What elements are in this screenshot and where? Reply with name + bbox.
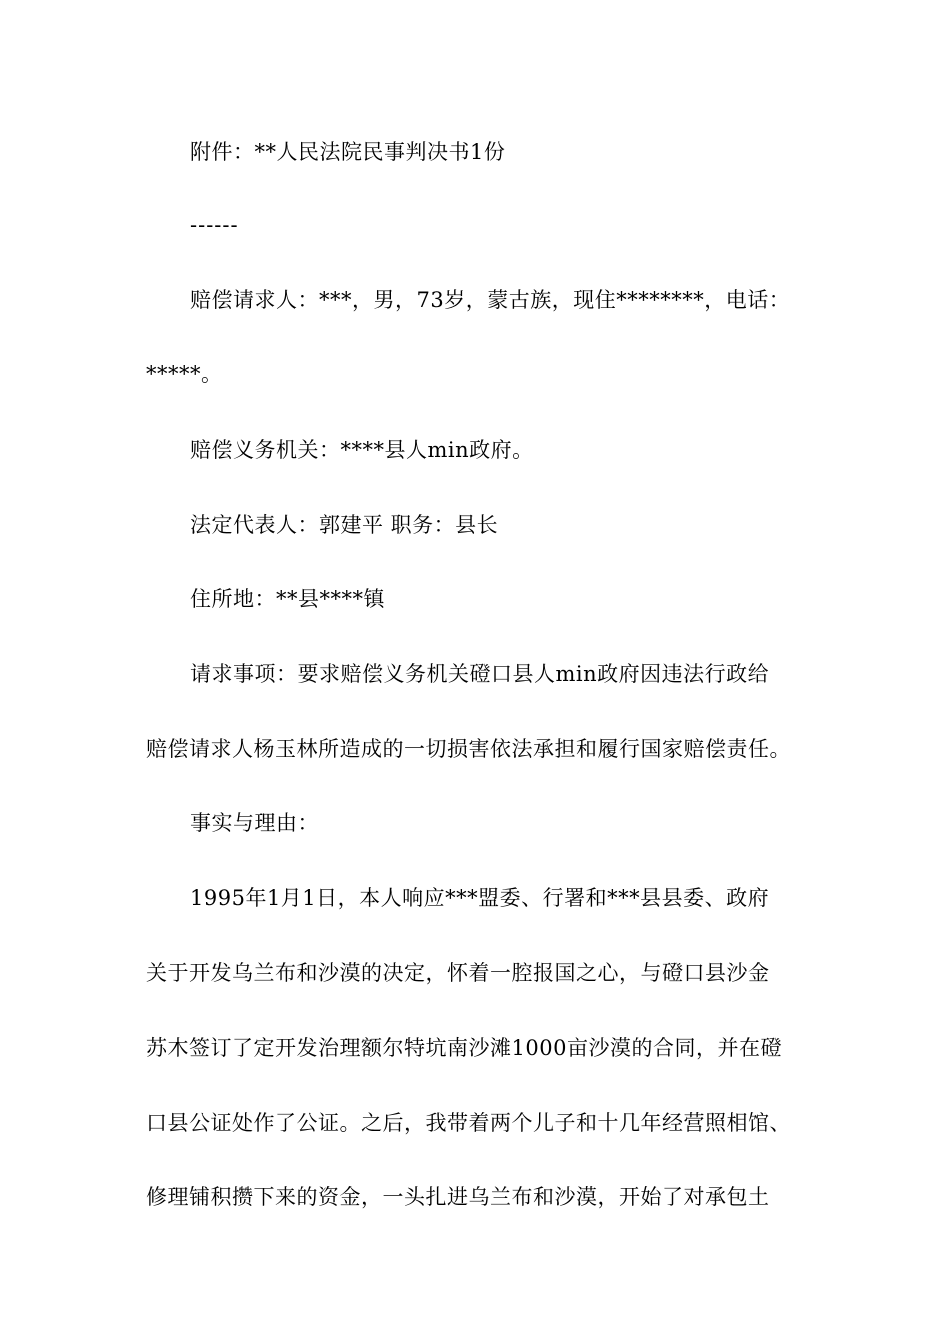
facts-line: 修理铺积攒下来的资金，一头扎进乌兰布和沙漠，开始了对承包土 [146, 1185, 770, 1209]
obligor-line: 赔偿义务机关：****县人min政府。 [190, 438, 534, 462]
facts-line: 1995年1月1日，本人响应***盟委、行署和***县县委、政府 [190, 886, 770, 910]
facts-heading: 事实与理由： [190, 811, 319, 835]
facts-line: 苏木签订了定开发治理额尔特坑南沙滩1000亩沙漠的合同，并在磴 [146, 1036, 782, 1060]
claimant-line-2: *****。 [146, 362, 223, 386]
attachment-line: 附件：**人民法院民事判决书1份 [190, 140, 506, 164]
address-line: 住所地：**县****镇 [190, 587, 385, 611]
facts-line: 口县公证处作了公证。之后，我带着两个儿子和十几年经营照相馆、 [146, 1111, 791, 1135]
separator-line: ------ [190, 213, 239, 237]
claimant-line-1: 赔偿请求人：***，男，73岁，蒙古族，现住********，电话： [190, 288, 791, 312]
request-line-1: 请求事项：要求赔偿义务机关磴口县人min政府因违法行政给 [190, 662, 770, 686]
request-line-2: 赔偿请求人杨玉林所造成的一切损害依法承担和履行国家赔偿责任。 [146, 737, 791, 761]
facts-line: 关于开发乌兰布和沙漠的决定，怀着一腔报国之心，与磴口县沙金 [146, 961, 770, 985]
legal-rep-line: 法定代表人：郭建平 职务：县长 [190, 513, 499, 537]
